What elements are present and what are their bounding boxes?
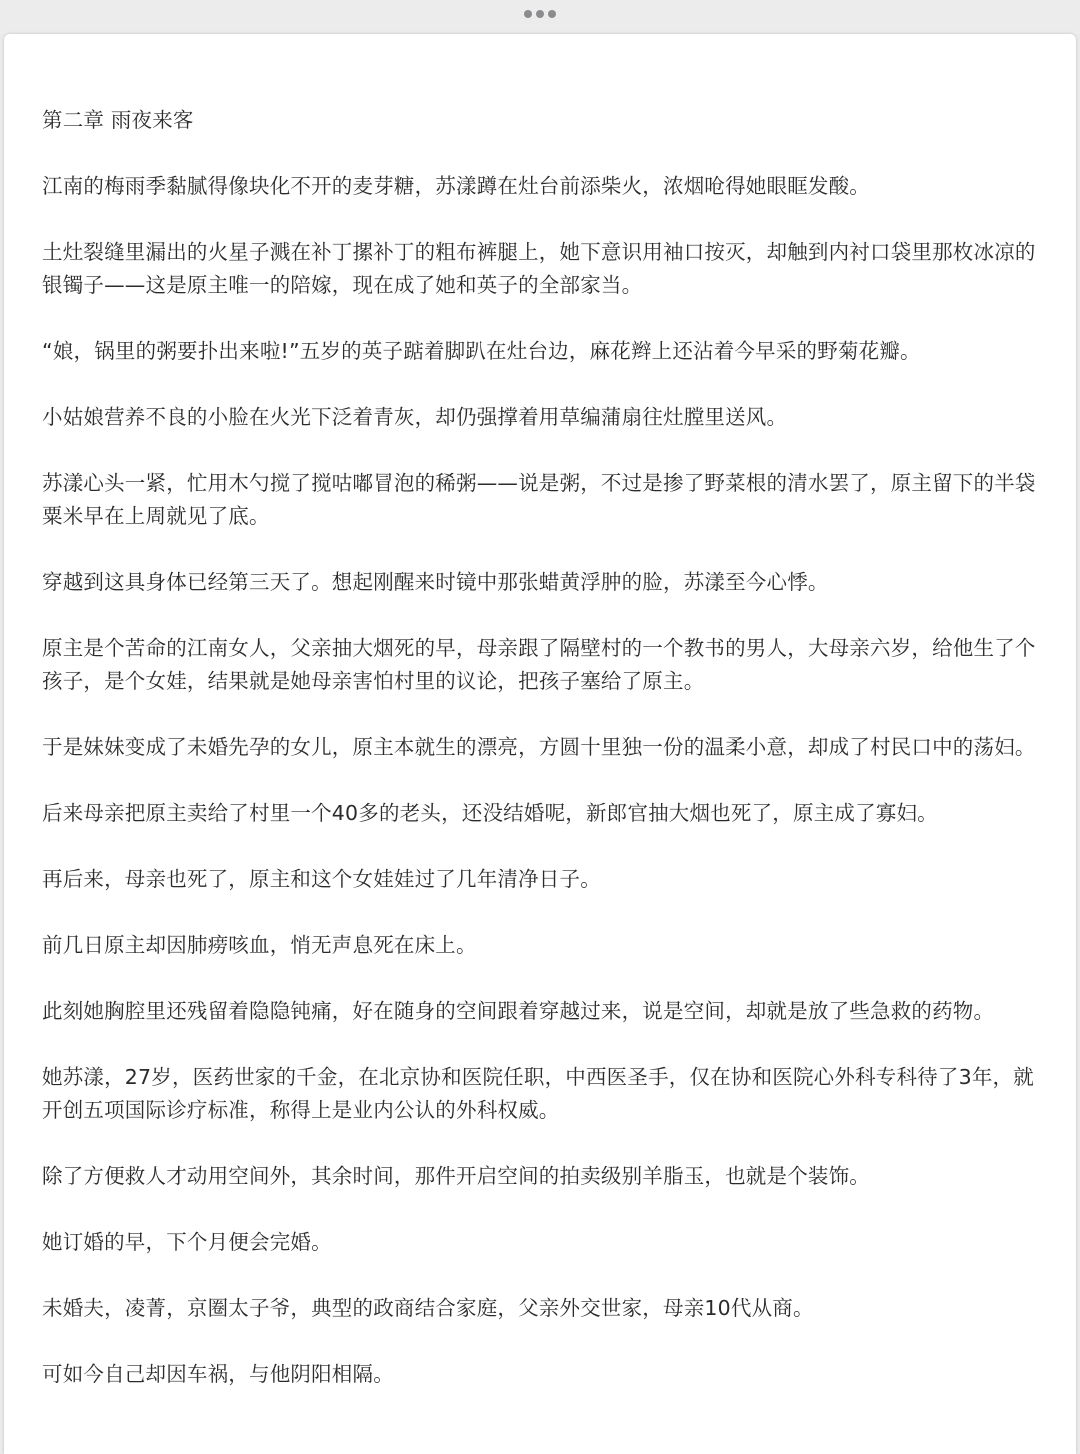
paragraph: 土灶裂缝里漏出的火星子溅在补丁摞补丁的粗布裤腿上，她下意识用袖口按灭，却触到内衬口袋里那枚冰凉的银镯子——这是原主唯一的陪嫁，现在成了她和英子的全部家当。 [42,240,1036,297]
paragraph: 原主是个苦命的江南女人，父亲抽大烟死的早，母亲跟了隔壁村的一个教书的男人，大母亲六岁，给他生了个孩子，是个女娃，结果就是她母亲害怕村里的议论，把孩子塞给了原主。 [42,636,1036,693]
dot [536,10,544,18]
paragraph: 前几日原主却因肺痨咳血，悄无声息死在床上。 [42,933,477,957]
document-page[interactable] [4,34,1076,1454]
paragraph: 她订婚的早，下个月便会完婚。 [42,1230,332,1254]
dot [548,10,556,18]
paragraph: “娘，锅里的粥要扑出来啦!”五岁的英子踮着脚趴在灶台边，麻花辫上还沾着今早采的野菊花瓣。 [42,339,921,363]
paragraph: 再后来，母亲也死了，原主和这个女娃娃过了几年清净日子。 [42,867,601,891]
document-content [42,104,1042,1424]
chapter-title: 第二章 雨夜来客 [42,108,194,132]
paragraph: 小姑娘营养不良的小脸在火光下泛着青灰，却仍强撑着用草编蒲扇往灶膛里送风。 [42,405,788,429]
window-top-bar [0,0,1080,34]
paragraph: 可如今自己却因车祸，与他阴阳相隔。 [42,1362,394,1386]
paragraph: 穿越到这具身体已经第三天了。想起刚醒来时镜中那张蜡黄浮肿的脸，苏漾至今心悸。 [42,570,829,594]
paragraph: 她苏漾，27岁，医药世家的千金，在北京协和医院任职，中西医圣手，仅在协和医院心外科专科待了3年，就开创五项国际诊疗标准，称得上是业内公认的外科权威。 [42,1065,1034,1122]
paragraph: 此刻她胸腔里还残留着隐隐钝痛，好在随身的空间跟着穿越过来，说是空间，却就是放了些急救的药物。 [42,999,995,1023]
more-dots-icon[interactable] [524,10,556,18]
paragraph: 江南的梅雨季黏腻得像块化不开的麦芽糖，苏漾蹲在灶台前添柴火，浓烟呛得她眼眶发酸。 [42,174,870,198]
paragraph: 后来母亲把原主卖给了村里一个40多的老头，还没结婚呢，新郎官抽大烟也死了，原主成了寡妇。 [42,801,938,825]
dot [524,10,532,18]
paragraph: 于是妹妹变成了未婚先孕的女儿，原主本就生的漂亮，方圆十里独一份的温柔小意，却成了村民口中的荡妇。 [42,735,1036,759]
paragraph: 除了方便救人才动用空间外，其余时间，那件开启空间的拍卖级别羊脂玉，也就是个装饰。 [42,1164,870,1188]
paragraph: 苏漾心头一紧，忙用木勺搅了搅咕嘟冒泡的稀粥——说是粥，不过是掺了野菜根的清水罢了，原主留下的半袋粟米早在上周就见了底。 [42,471,1036,528]
paragraph: 未婚夫，凌菁，京圈太子爷，典型的政商结合家庭，父亲外交世家，母亲10代从商。 [42,1296,814,1320]
